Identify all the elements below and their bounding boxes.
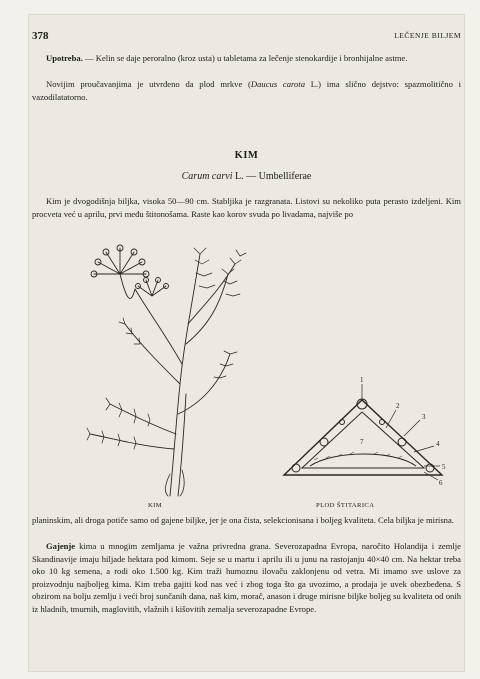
label-3: 3 <box>422 413 426 421</box>
intro-paragraph-1 <box>32 52 461 65</box>
fruit-caption: PLOD ŠTITARICA <box>316 502 375 509</box>
label-4: 4 <box>436 440 440 448</box>
fruit-cross-section-diagram <box>274 370 454 496</box>
page-number: 378 <box>32 30 49 42</box>
label-2: 2 <box>396 402 400 410</box>
label-6: 6 <box>439 479 443 487</box>
section-subtitle <box>28 171 465 182</box>
label-1: 1 <box>360 376 364 384</box>
intro-latin: Daucus carota <box>250 79 306 89</box>
intro-text-2a: Novijim proučavanjima je utvrđeno da plod mrkve ( <box>46 79 251 89</box>
latin-name: Carum carvi <box>181 171 233 182</box>
cultivation-label: Gajenje <box>46 541 76 551</box>
page-header <box>32 30 461 44</box>
plant-caption: KIM <box>148 502 163 509</box>
running-title: LEČENJE BILJEM <box>394 31 461 40</box>
paragraph-origin: planinskim, ali droga potiče samo od gajene biljke, jer je ona čista, selekcionisana i boljeg kvaliteta. Cela biljka je mirisna. <box>32 515 454 525</box>
intro-text-2b: L.) ima slično dejstvo: spazmolitično i vazodilatatorno. <box>32 79 461 102</box>
cultivation-text: kima u mnogim zemljama je važna privredna grana. Severozapadna Evropa, naročito Holandija i zemlje Skandinavije imaju hiljade hektara pod kimom. Seje se u martu i aprilu ili u junu na rastojanju 40×40 cm. Na hektar treba oko 10 kg semena, a rodi oko 1.500 kg. Kim traži humoznu ilovaču zaklonjenu od vetra. Mi imamo sve uslove za proizvodnju najboljeg kima. Kim treba gajiti kod nas već i zbog toga što ga uvozimo, a prodaja je uvek obezbeđena. S obzirom na bolju zemlju i veći broj sunčanih dana, naš kim, morač, anason i druge mirisne biljke boljeg su kvaliteta od onih iz hladnih, tmurnih, maglovitih, vlažnih i kišovitih zemalja severozapadne Evrope. <box>32 541 461 614</box>
intro-paragraph-2 <box>32 78 461 103</box>
intro-text-1: — Kelin se daje peroralno (kroz usta) u tabletama za lečenje stenokardije i bronhijalne astme. <box>82 53 408 63</box>
paragraph-cultivation <box>32 540 461 616</box>
label-5: 5 <box>442 463 446 471</box>
section-title: KIM <box>234 150 259 161</box>
caraway-plant-illustration <box>70 234 266 498</box>
label-7: 7 <box>360 438 364 446</box>
intro-label: Upotreba. <box>46 53 83 63</box>
book-page <box>28 14 465 672</box>
family-name: L. — Umbelliferae <box>232 171 312 182</box>
paragraph-description: Kim je dvogodišnja biljka, visoka 50—90 cm. Stabljika je razgranata. Listovi su nekoliko puta perasto izdeljeni. Kim procveta već u aprilu, prvi među štitonošama. Raste kao korov svuda po livadama, najviše po <box>32 196 461 219</box>
